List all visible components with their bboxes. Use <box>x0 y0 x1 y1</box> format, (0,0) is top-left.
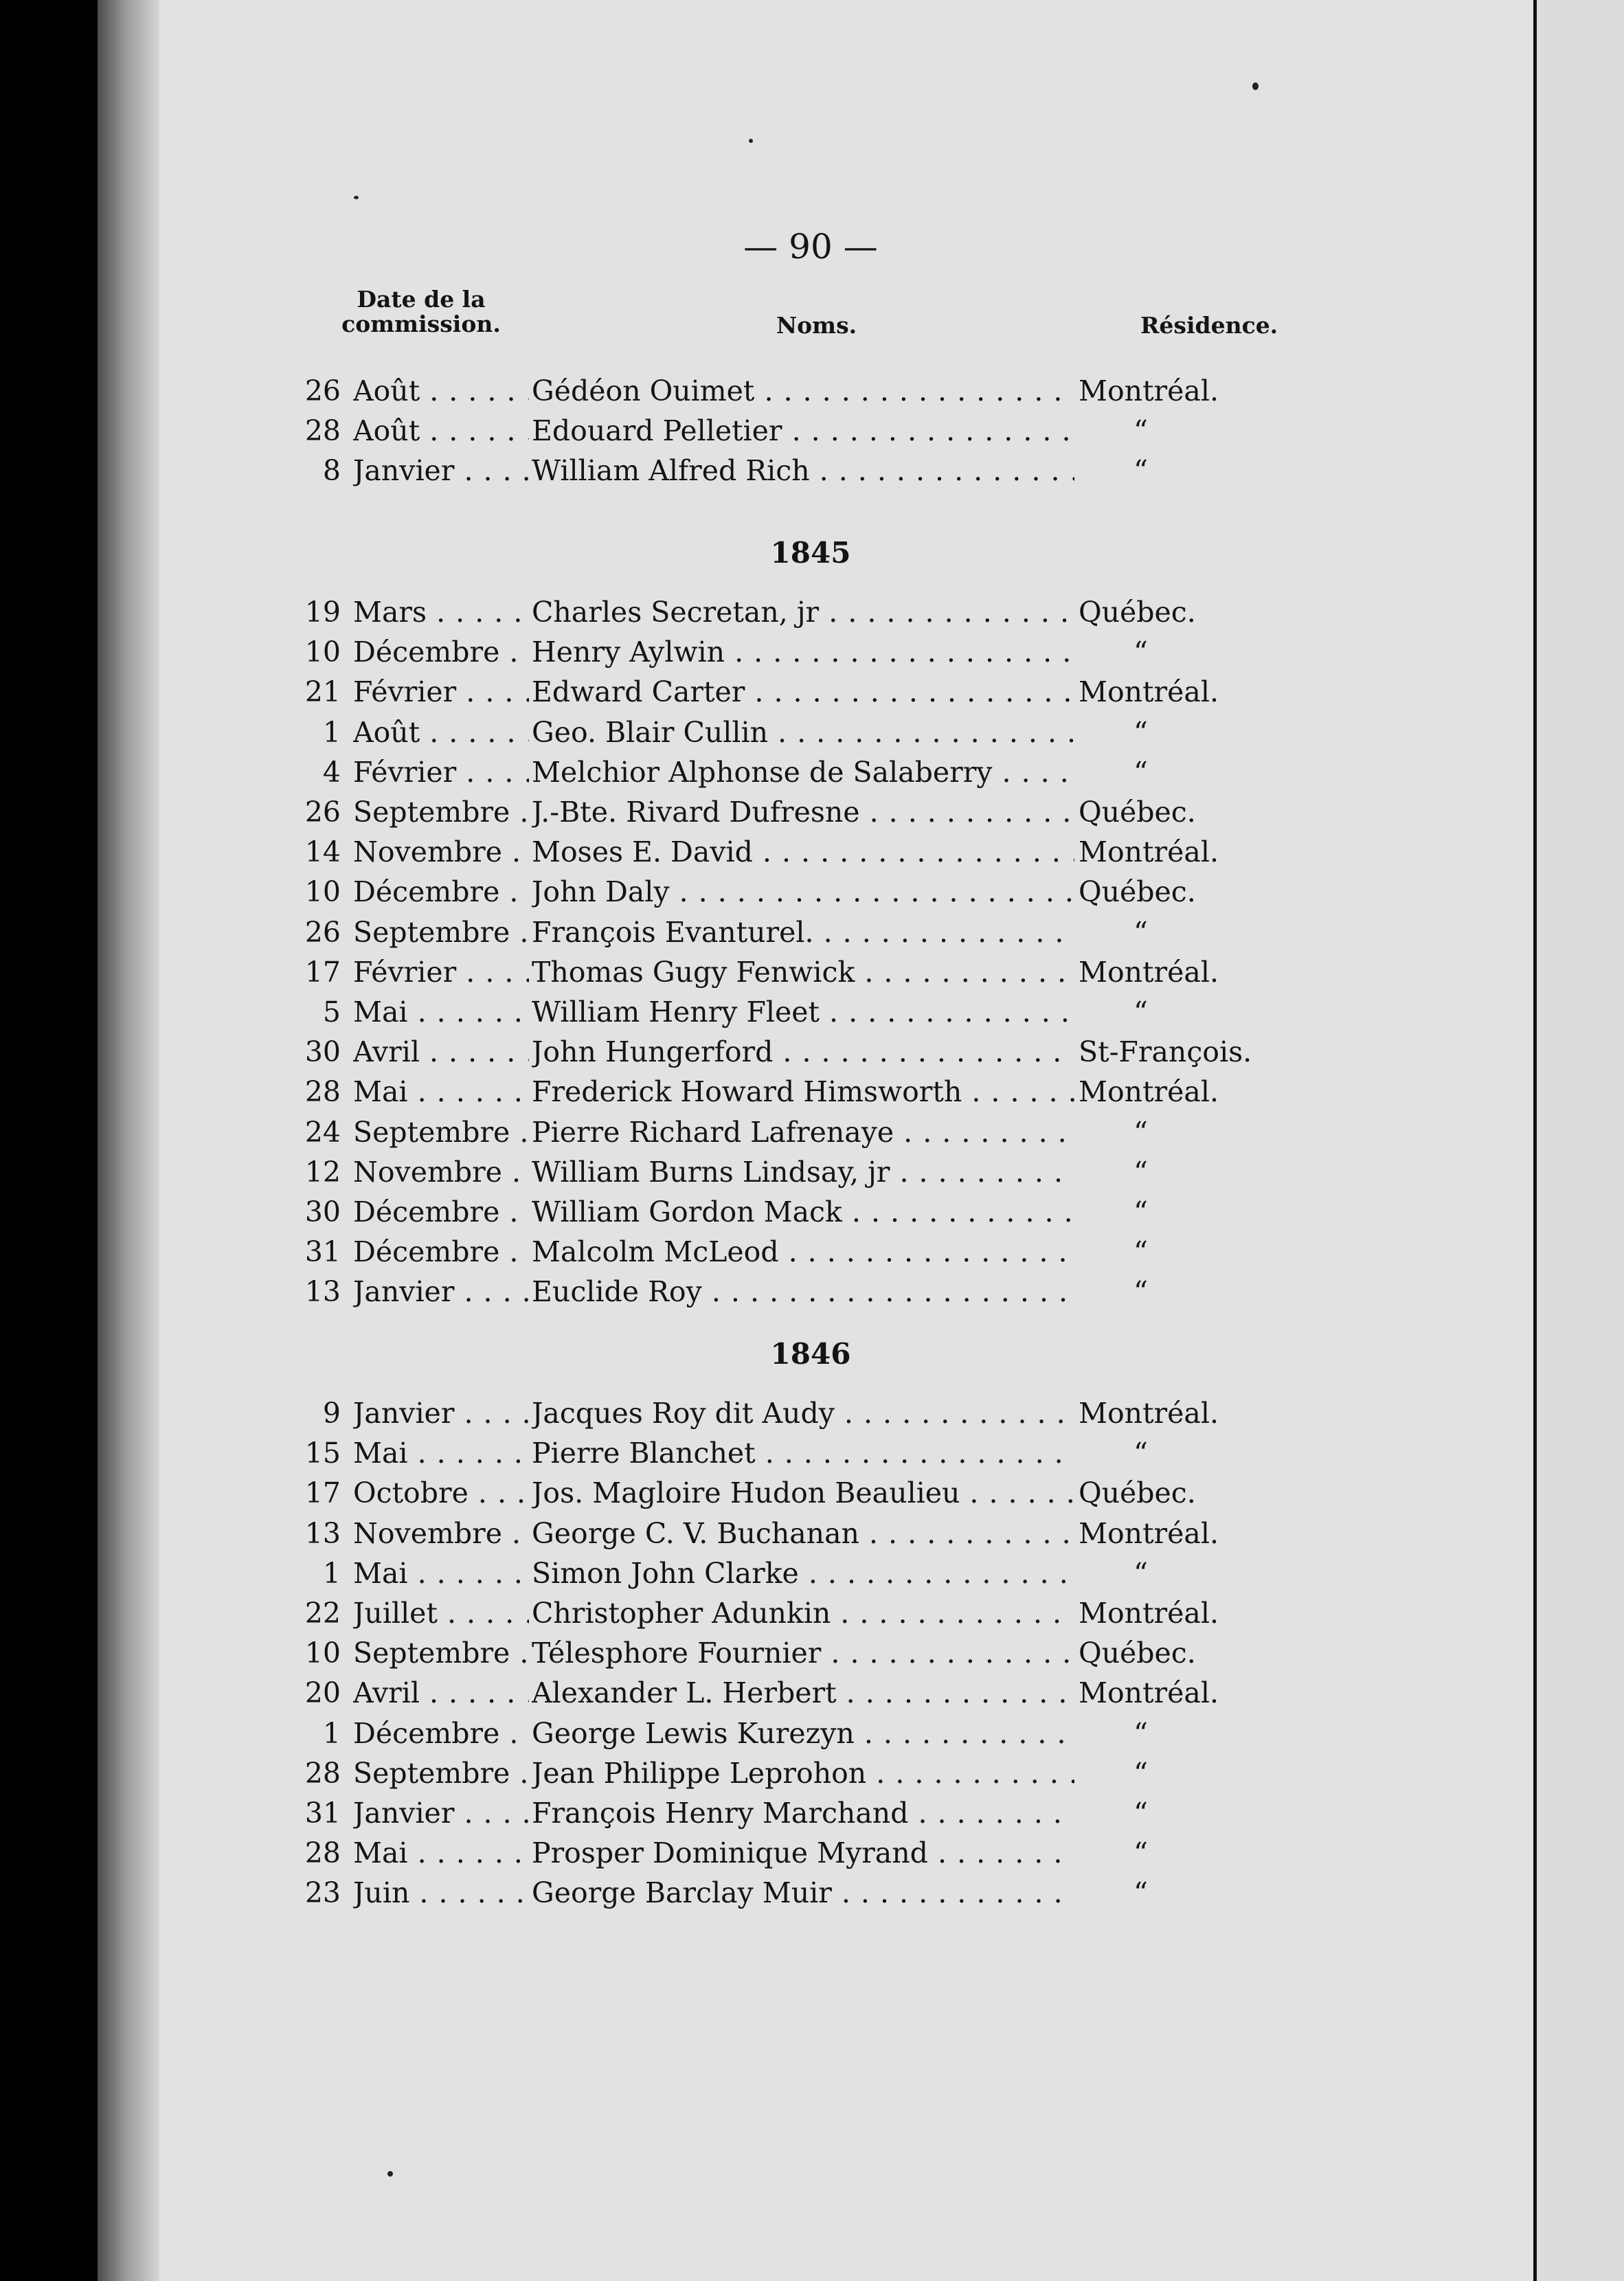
entry-name: Christopher Adunkin . . . <box>532 1593 1074 1633</box>
entry-month: Novembre . . . <box>353 832 529 872</box>
entry-name: Edward Carter . . . <box>532 672 1074 712</box>
entry-residence: “ <box>1134 915 1148 949</box>
entry-residence: “ <box>1134 1195 1148 1228</box>
entry-day: 23 <box>304 1876 341 1910</box>
list-item <box>295 1873 1271 1913</box>
entry-residence: “ <box>1134 414 1148 448</box>
entry-day: 19 <box>304 596 341 629</box>
entry-name: William Henry Fleet . . . <box>532 992 1074 1032</box>
entry-name: Jos. Magloire Hudon Beaulieu . . . <box>532 1473 1074 1513</box>
list-item <box>295 411 1271 451</box>
entry-month: Novembre . . . <box>353 1514 529 1553</box>
entry-day: 20 <box>304 1676 341 1710</box>
list-item <box>295 672 1271 712</box>
list-item <box>295 1152 1271 1192</box>
entry-name: Malcolm McLeod . . . <box>532 1232 1074 1272</box>
entry-month: Janvier . . . <box>353 1272 529 1312</box>
entry-day: 24 <box>304 1115 341 1149</box>
entry-residence: Montréal. <box>1079 374 1219 407</box>
entry-month: Juin . . . <box>353 1873 529 1913</box>
ink-speck <box>749 139 753 143</box>
entry-residence: Québec. <box>1079 1476 1196 1510</box>
entry-month: Août . . . <box>353 712 529 752</box>
entry-residence: “ <box>1134 1155 1148 1189</box>
year-heading: 1846 <box>770 1337 851 1371</box>
entry-month: Mai . . . <box>353 1553 529 1593</box>
list-item <box>295 1192 1271 1232</box>
entry-residence: “ <box>1134 755 1148 789</box>
entry-month: Décembre . . . <box>353 1232 529 1272</box>
entry-month: Décembre . . . <box>353 1713 529 1753</box>
entry-name: William Gordon Mack . . . <box>532 1192 1074 1232</box>
entry-month: Février . . . <box>353 752 529 792</box>
ink-speck <box>387 2171 393 2177</box>
entry-residence: Québec. <box>1079 796 1196 829</box>
entry-name: Prosper Dominique Myrand . . . <box>532 1833 1074 1873</box>
list-item <box>295 1833 1271 1873</box>
entry-name: Moses E. David . . . <box>532 832 1074 872</box>
entry-name: William Burns Lindsay, jr . . . <box>532 1152 1074 1192</box>
list-item <box>295 1232 1271 1272</box>
list-item <box>295 1473 1271 1513</box>
entry-name: Jean Philippe Leprohon . . . <box>532 1753 1074 1793</box>
entry-residence: Québec. <box>1079 875 1196 909</box>
entry-name: George Lewis Kurezyn . . . <box>532 1713 1074 1753</box>
entry-residence: “ <box>1134 1556 1148 1590</box>
entry-residence: “ <box>1134 1876 1148 1910</box>
entry-name: Geo. Blair Cullin . . . <box>532 712 1074 752</box>
entry-month: Avril . . . <box>353 1032 529 1072</box>
entry-name: Thomas Gugy Fenwick . . . <box>532 952 1074 992</box>
entry-month: Août . . . <box>353 411 529 451</box>
entry-residence: Montréal. <box>1079 1075 1219 1109</box>
entry-day: 26 <box>304 915 341 949</box>
entry-month: Janvier . . . <box>353 451 529 491</box>
page-number: — 90 — <box>743 227 878 267</box>
entry-month: Mai . . . <box>353 1072 529 1112</box>
list-item <box>295 1032 1271 1072</box>
entry-month: Septembre . . . <box>353 1633 529 1673</box>
entry-residence: Québec. <box>1079 596 1196 629</box>
list-item <box>295 752 1271 792</box>
entry-month: Octobre . . . <box>353 1473 529 1513</box>
list-item <box>295 1793 1271 1833</box>
entry-name: Pierre Richard Lafrenaye . . . <box>532 1112 1074 1152</box>
column-header-date-line1: Date de la <box>357 286 486 313</box>
entry-day: 28 <box>304 1836 341 1870</box>
list-item <box>295 1272 1271 1312</box>
entry-name: Pierre Blanchet . . . <box>532 1433 1074 1473</box>
entry-day: 8 <box>322 454 341 488</box>
entry-day: 22 <box>304 1597 341 1630</box>
entry-month: Juillet . . . <box>353 1593 529 1633</box>
list-item <box>295 1753 1271 1793</box>
entry-day: 17 <box>304 1476 341 1510</box>
entry-day: 10 <box>304 1637 341 1670</box>
entry-day: 4 <box>322 755 341 789</box>
entry-day: 15 <box>304 1437 341 1470</box>
list-item <box>295 832 1271 872</box>
entry-name: François Henry Marchand . . . <box>532 1793 1074 1833</box>
entry-day: 30 <box>304 1035 341 1069</box>
list-item <box>295 1553 1271 1593</box>
entry-month: Décembre . . . <box>353 872 529 912</box>
entry-month: Janvier . . . <box>353 1393 529 1433</box>
entry-name: Henry Aylwin . . . <box>532 632 1074 672</box>
entry-month: Février . . . <box>353 952 529 992</box>
list-item <box>295 792 1271 832</box>
entry-month: Septembre . . . <box>353 792 529 832</box>
entry-month: Septembre . . . <box>353 912 529 952</box>
entry-name: Jacques Roy dit Audy . . . <box>532 1393 1074 1433</box>
entry-name: William Alfred Rich . . . <box>532 451 1074 491</box>
entry-day: 30 <box>304 1195 341 1228</box>
entry-name: Alexander L. Herbert . . . <box>532 1673 1074 1713</box>
entry-day: 28 <box>304 1756 341 1790</box>
list-item <box>295 632 1271 672</box>
entry-month: Mai . . . <box>353 1433 529 1473</box>
entry-residence: “ <box>1134 996 1148 1029</box>
entry-residence: “ <box>1134 1275 1148 1309</box>
entry-residence: “ <box>1134 1115 1148 1149</box>
entry-day: 10 <box>304 875 341 909</box>
entry-month: Février . . . <box>353 672 529 712</box>
column-header-residence: Résidence. <box>1140 312 1278 339</box>
entry-day: 26 <box>304 374 341 407</box>
entry-residence: “ <box>1134 1836 1148 1870</box>
list-item <box>295 1072 1271 1112</box>
entry-name: John Daly . . . <box>532 872 1074 912</box>
entry-day: 1 <box>322 1556 341 1590</box>
entry-residence: Montréal. <box>1079 1397 1219 1430</box>
list-item <box>295 992 1271 1032</box>
entry-day: 21 <box>304 675 341 709</box>
ink-speck <box>1252 82 1259 90</box>
entry-day: 9 <box>322 1397 341 1430</box>
binding-shadow <box>98 0 159 2281</box>
entry-residence: “ <box>1134 715 1148 749</box>
entry-day: 28 <box>304 414 341 448</box>
entry-residence: Montréal. <box>1079 1676 1219 1710</box>
list-item <box>295 371 1271 411</box>
entry-name: Charles Secretan, jr . . . <box>532 592 1074 632</box>
entry-month: Janvier . . . <box>353 1793 529 1833</box>
year-heading: 1845 <box>770 536 851 570</box>
list-item <box>295 1112 1271 1152</box>
list-item <box>295 1673 1271 1713</box>
entry-day: 26 <box>304 796 341 829</box>
list-item <box>295 1514 1271 1553</box>
entry-month: Août . . . <box>353 371 529 411</box>
entry-name: Melchior Alphonse de Salaberry . . . <box>532 752 1074 792</box>
entry-day: 10 <box>304 636 341 669</box>
entry-month: Novembre . . . <box>353 1152 529 1192</box>
ink-speck <box>354 196 359 199</box>
entry-month: Mai . . . <box>353 992 529 1032</box>
entry-month: Mai . . . <box>353 1833 529 1873</box>
entry-residence: “ <box>1134 1756 1148 1790</box>
entry-month: Décembre . . . <box>353 1192 529 1232</box>
entry-name: Simon John Clarke . . . <box>532 1553 1074 1593</box>
entry-residence: Montréal. <box>1079 675 1219 709</box>
list-item <box>295 712 1271 752</box>
entry-residence: “ <box>1134 1716 1148 1750</box>
entry-day: 14 <box>304 835 341 869</box>
entry-name: Edouard Pelletier . . . <box>532 411 1074 451</box>
entry-name: François Evanturel. . . . <box>532 912 1074 952</box>
entry-day: 1 <box>322 1716 341 1750</box>
entry-day: 17 <box>304 955 341 989</box>
entry-day: 5 <box>322 996 341 1029</box>
column-header-names: Noms. <box>776 312 857 339</box>
entry-day: 13 <box>304 1275 341 1309</box>
list-item <box>295 912 1271 952</box>
list-item <box>295 1633 1271 1673</box>
entry-day: 28 <box>304 1075 341 1109</box>
list-item <box>295 1593 1271 1633</box>
entry-day: 31 <box>304 1235 341 1269</box>
column-header-date <box>335 287 507 337</box>
entry-residence: “ <box>1134 636 1148 669</box>
entry-name: John Hungerford . . . <box>532 1032 1074 1072</box>
entry-residence: St-François. <box>1079 1035 1252 1069</box>
list-item <box>295 1433 1271 1473</box>
entry-day: 12 <box>304 1155 341 1189</box>
entry-day: 1 <box>322 715 341 749</box>
entry-day: 13 <box>304 1516 341 1550</box>
entry-residence: Montréal. <box>1079 1597 1219 1630</box>
entry-day: 31 <box>304 1797 341 1830</box>
entry-name: Euclide Roy . . . <box>532 1272 1074 1312</box>
next-page-edge <box>1533 0 1624 2281</box>
list-item <box>295 872 1271 912</box>
entry-month: Décembre . . . <box>353 632 529 672</box>
entry-residence: “ <box>1134 1797 1148 1830</box>
column-header-date-line2: commission. <box>341 311 501 337</box>
entry-residence: “ <box>1134 1235 1148 1269</box>
entry-residence: “ <box>1134 1437 1148 1470</box>
list-item <box>295 952 1271 992</box>
entry-name: George C. V. Buchanan . . . <box>532 1514 1074 1553</box>
entry-month: Avril . . . <box>353 1673 529 1713</box>
list-item <box>295 451 1271 491</box>
list-item <box>295 592 1271 632</box>
entry-name: J.-Bte. Rivard Dufresne . . . <box>532 792 1074 832</box>
entry-name: Gédéon Ouimet . . . <box>532 371 1074 411</box>
entry-residence: Montréal. <box>1079 1516 1219 1550</box>
list-item <box>295 1393 1271 1433</box>
entry-month: Septembre . . . <box>353 1753 529 1793</box>
entry-residence: Montréal. <box>1079 835 1219 869</box>
entry-residence: Québec. <box>1079 1637 1196 1670</box>
list-item <box>295 1713 1271 1753</box>
entry-name: Frederick Howard Himsworth . . . <box>532 1072 1074 1112</box>
entry-name: George Barclay Muir . . . <box>532 1873 1074 1913</box>
entry-residence: Montréal. <box>1079 955 1219 989</box>
entry-month: Mars . . . <box>353 592 529 632</box>
entry-name: Télesphore Fournier . . . <box>532 1633 1074 1673</box>
entry-month: Septembre . . . <box>353 1112 529 1152</box>
entry-residence: “ <box>1134 454 1148 488</box>
